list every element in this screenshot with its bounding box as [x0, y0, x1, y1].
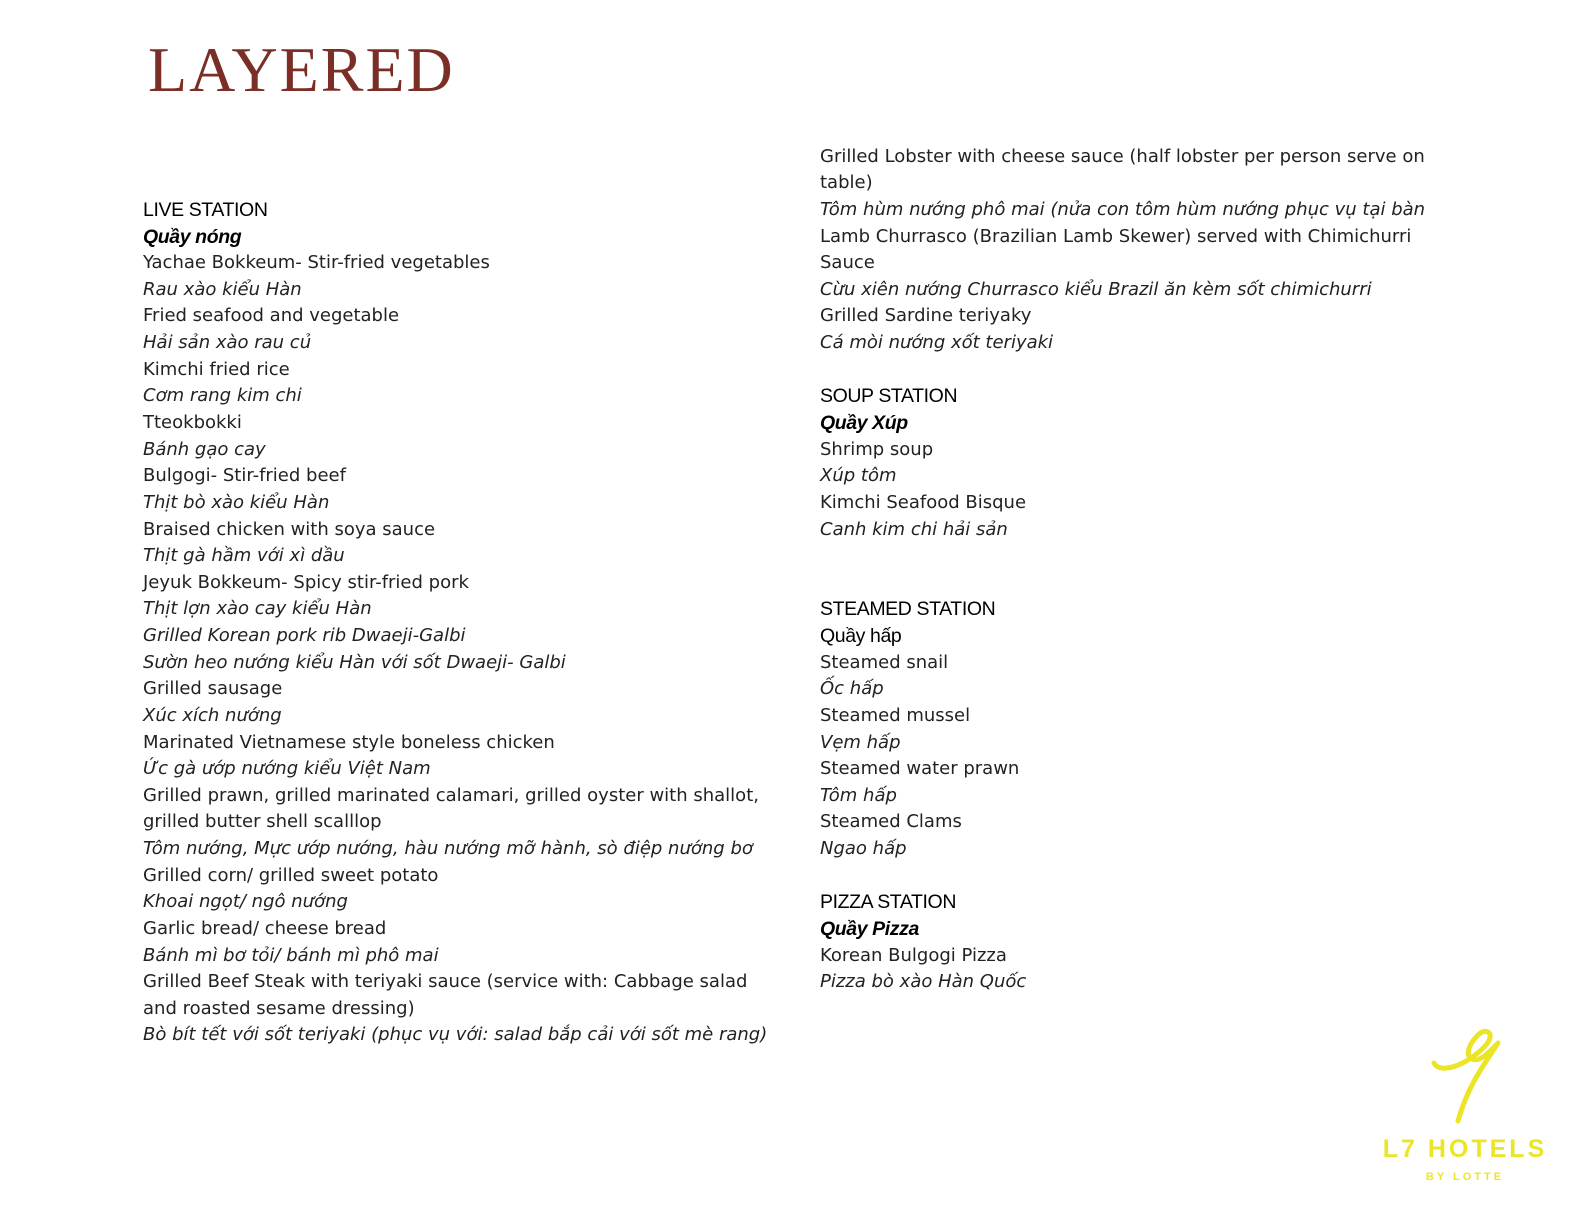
menu-item-vi: Tôm hùm nướng phô mai (nửa con tôm hùm nướng phục vụ tại bàn: [820, 199, 1426, 220]
menu-item: Grilled Korean pork rib Dwaeji-Galbi: [143, 625, 466, 646]
menu-item-vi: Canh kim chi hải sản: [820, 519, 1008, 540]
menu-item: Grilled sausage: [143, 678, 283, 699]
station-title: LIVE STATION: [143, 199, 268, 221]
menu-item-vi: Cá mòi nướng xốt teriyaki: [820, 332, 1054, 353]
menu-item: Garlic bread/ cheese bread: [143, 918, 387, 939]
menu-item: Shrimp soup: [820, 439, 934, 460]
menu-item-vi: Ngao hấp: [820, 838, 907, 859]
menu-item: Grilled Sardine teriyaky: [820, 305, 1032, 326]
station-subtitle: Quầy nóng: [143, 226, 242, 248]
menu-item: Grilled corn/ grilled sweet potato: [143, 865, 439, 886]
menu-item-vi: Bò bít tết với sốt teriyaki (phục vụ với: salad bắp cải với sốt mè rang): [143, 1024, 768, 1045]
steamed-station-title: STEAMED STATION: [820, 598, 996, 620]
menu-item-vi: Tôm hấp: [820, 785, 897, 806]
menu-item: Steamed snail: [820, 652, 949, 673]
menu-item-vi: Bánh mì bơ tỏi/ bánh mì phô mai: [143, 945, 439, 966]
menu-item-vi: Khoai ngọt/ ngô nướng: [143, 891, 348, 912]
menu-item-vi: Sườn heo nướng kiểu Hàn với sốt Dwaeji- Galbi: [143, 652, 566, 673]
menu-item: Tteokbokki: [143, 412, 242, 433]
menu-item-cont: and roasted sesame dressing): [143, 998, 415, 1019]
menu-item-cont: Sauce: [820, 252, 875, 273]
menu-item-vi: Tôm nướng, Mực ướp nướng, hàu nướng mỡ hành, sò điệp nướng bơ: [143, 838, 753, 859]
menu-item: Lamb Churrasco (Brazilian Lamb Skewer) served with Chimichurri: [820, 226, 1412, 247]
menu-item: Fried seafood and vegetable: [143, 305, 400, 326]
menu-item-vi: Ốc hấp: [820, 678, 884, 699]
layered-logo: LAYERED: [148, 34, 455, 105]
menu-item: Steamed water prawn: [820, 758, 1020, 779]
menu-item-vi: Bánh gạo cay: [143, 439, 266, 460]
menu-item: Jeyuk Bokkeum- Spicy stir-fried pork: [143, 572, 469, 593]
menu-item: Steamed mussel: [820, 705, 971, 726]
menu-item-vi: Cơm rang kim chi: [143, 385, 302, 406]
menu-item-vi: Thịt gà hầm với xì dầu: [143, 545, 345, 566]
menu-item: Yachae Bokkeum- Stir-fried vegetables: [143, 252, 490, 273]
soup-station-subtitle: Quầy Xúp: [820, 412, 908, 434]
menu-item-vi: Rau xào kiểu Hàn: [143, 279, 302, 300]
l7-script-icon: [1428, 1025, 1502, 1125]
menu-item-vi: Xúp tôm: [820, 465, 897, 486]
menu-item: Grilled prawn, grilled marinated calamari, grilled oyster with shallot,: [143, 785, 759, 806]
menu-item: Kimchi Seafood Bisque: [820, 492, 1027, 513]
menu-item: Bulgogi- Stir-fried beef: [143, 465, 346, 486]
pizza-station-subtitle: Quầy Pizza: [820, 918, 919, 940]
menu-item-vi: Cừu xiên nướng Churrasco kiểu Brazil ăn kèm sốt chimichurri: [820, 279, 1372, 300]
menu-item-cont: grilled butter shell scalllop: [143, 811, 382, 832]
menu-item: Korean Bulgogi Pizza: [820, 945, 1007, 966]
menu-item-vi: Hải sản xào rau củ: [143, 332, 312, 353]
menu-item: Braised chicken with soya sauce: [143, 519, 436, 540]
brand-by: BY LOTTE: [1425, 1171, 1505, 1183]
soup-station-title: SOUP STATION: [820, 385, 958, 407]
l7-hotels-logo: [1380, 1025, 1550, 1195]
menu-item-vi: Ức gà ướp nướng kiểu Việt Nam: [143, 758, 431, 779]
menu-item: Grilled Lobster with cheese sauce (half lobster per person serve on: [820, 146, 1425, 167]
menu-item: Marinated Vietnamese style boneless chicken: [143, 732, 555, 753]
menu-item: Kimchi fried rice: [143, 359, 290, 380]
menu-item-vi: Pizza bò xào Hàn Quốc: [820, 971, 1027, 992]
menu-item-vi: Thịt bò xào kiểu Hàn: [143, 492, 330, 513]
menu-item-cont: table): [820, 172, 873, 193]
menu-item-vi: Xúc xích nướng: [143, 705, 282, 726]
menu-item-vi: Thịt lợn xào cay kiểu Hàn: [143, 598, 372, 619]
menu-item: Grilled Beef Steak with teriyaki sauce (service with: Cabbage salad: [143, 971, 748, 992]
steamed-station-subtitle: Quầy hấp: [820, 625, 902, 647]
menu-item-vi: Vẹm hấp: [820, 732, 901, 753]
pizza-station-title: PIZZA STATION: [820, 891, 957, 913]
brand-name: L7 HOTELS: [1382, 1135, 1548, 1163]
menu-item: Steamed Clams: [820, 811, 962, 832]
